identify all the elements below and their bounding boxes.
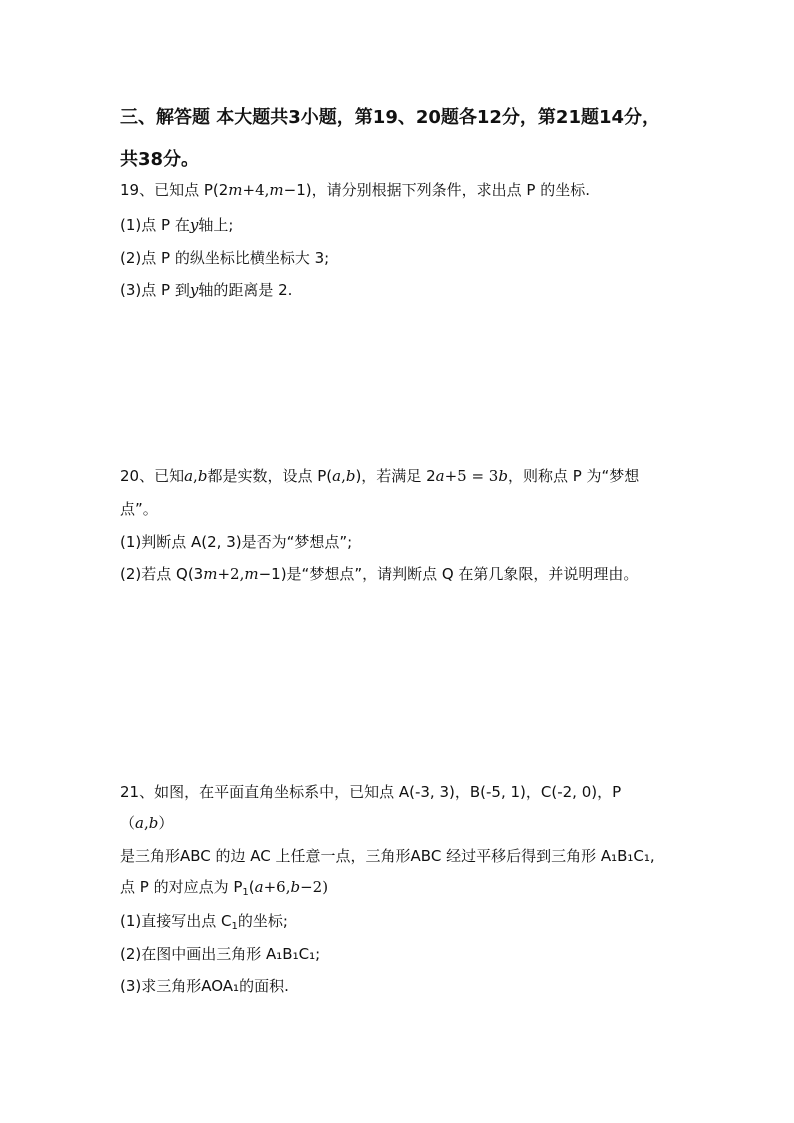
q19-stem-c: −1)，请分别根据下列条件，求出点 P 的坐标. [283,181,590,199]
q20-eq-a: a [435,467,445,485]
q21-part1-b: 的坐标; [237,912,288,930]
q21-trans-b: ( [248,878,255,896]
q21-comma: , [143,814,149,832]
q20-comma: , [193,467,198,485]
q21-trans-d: −2) [300,878,329,896]
q21-part1-a: (1)直接写出点 C [120,912,232,930]
q21-part3: (3)求三角形AOA₁的面积. [120,977,289,995]
q20-var-b: b [197,467,208,485]
q21-paren-open: （ [120,814,136,832]
q19-stem [120,180,590,200]
q19-var-m2: m [269,181,284,199]
q21-part1-sub: 1 [231,921,238,932]
q20-point-b: b [345,467,356,485]
q19-stem-b: +4, [242,181,270,199]
q21-trans-var-b: b [290,878,301,896]
q21-stem-p [120,813,173,833]
q21-trans-var-a: a [254,878,264,896]
q21-part2: (2)在图中画出三角形 A₁B₁C₁; [120,945,321,963]
q19-part3-y: y [189,281,199,299]
q19-part2: (2)点 P 的纵坐标比横坐标大 3; [120,249,330,267]
q19-part1 [120,215,233,235]
q20-var-a: a [184,467,194,485]
q21-trans-c: +6, [263,878,291,896]
section-heading-line1: 三、解答题 本大题共3小题，第19、20题各12分，第21题14分， [120,107,661,128]
q20-eq-b: b [498,467,508,485]
q20-part2-b: +2, [217,565,245,583]
q21-paren-close: ） [158,814,174,832]
q20-eq-mid: +5 = 3 [444,467,499,485]
q19-part1-b: 轴上; [198,216,234,234]
q21-part1 [120,911,288,931]
q20-stem [120,466,639,486]
q19-part3-b: 轴的距离是 2. [198,281,293,299]
q20-part2 [120,564,638,584]
q21-stem: 21、如图，在平面直角坐标系中，已知点 A(-3, 3)，B(-5, 1)，C(-2, 0)，P [120,783,622,801]
q20-part2-m2: m [244,565,259,583]
q19-var-m1: m [228,181,243,199]
q19-part3-a: (3)点 P 到 [120,281,190,299]
q19-part1-a: (1)点 P 在 [120,216,190,234]
q20-stem-c: 都是实数，设点 P( [207,467,333,485]
q21-translation [120,877,328,897]
q20-part1: (1)判断点 A(2, 3)是否为“梦想点”; [120,533,353,551]
q20-point-a: a [332,467,342,485]
q21-trans-a: 点 P 的对应点为 P [120,878,243,896]
q21-stem-cont: 是三角形ABC 的边 AC 上任意一点，三角形ABC 经过平移后得到三角形 A₁B₁C₁, [120,847,655,865]
q21-var-a: a [135,814,144,832]
q20-stem-cont: 点”。 [120,500,158,518]
q21-trans-sub: 1 [242,887,249,898]
section-heading-line2: 共38分。 [120,149,200,170]
q21-var-b: b [148,814,159,832]
q20-part2-c: −1)是“梦想点”，请判断点 Q 在第几象限，并说明理由。 [258,565,639,583]
q19-stem-a: 19、已知点 P(2 [120,181,229,199]
q20-stem-a: 20、已知 [120,467,185,485]
q20-stem-d: )，若满足 2 [355,467,436,485]
q19-part3 [120,280,292,300]
q20-stem-f: ，则称点 P 为“梦想 [507,467,640,485]
q20-part2-a: (2)若点 Q(3 [120,565,204,583]
q20-part2-m1: m [203,565,218,583]
q20-point-comma: , [341,467,346,485]
q19-part1-y: y [189,216,199,234]
